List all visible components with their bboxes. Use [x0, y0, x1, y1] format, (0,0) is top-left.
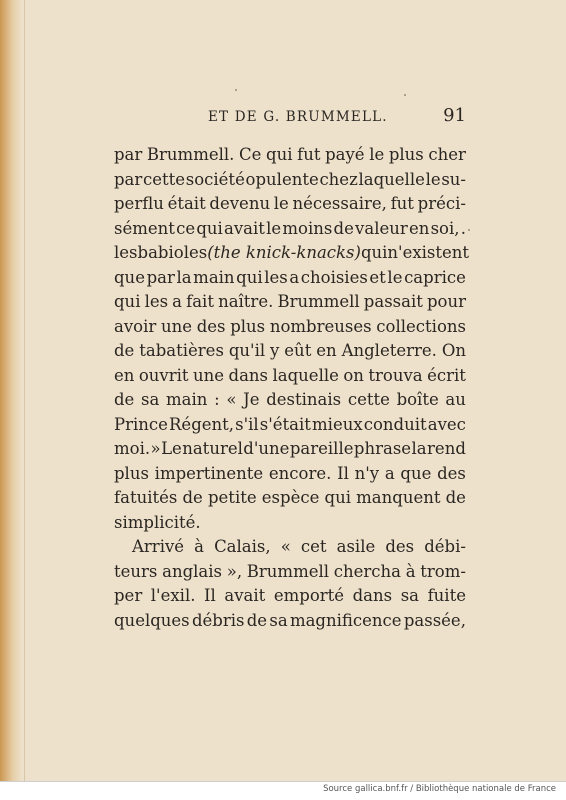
text-word: Brummell.: [146, 145, 235, 164]
text-word: rend: [427, 439, 466, 458]
running-title: ET DE G. BRUMMELL.: [208, 109, 388, 125]
text-word: le: [387, 267, 403, 287]
text-word: la: [411, 439, 427, 458]
text-word: société: [185, 169, 245, 189]
text-word: a: [384, 463, 395, 483]
text-line: [114, 535, 466, 560]
text-word: sa: [400, 586, 419, 605]
text-word: en: [408, 218, 430, 238]
text-word: plus: [230, 316, 266, 336]
text-word: cette: [143, 169, 186, 189]
text-word: asile: [336, 537, 376, 556]
text-word: de: [333, 218, 354, 238]
text-word: collections: [376, 316, 466, 336]
text-word: espèce: [261, 488, 320, 507]
page-number: 91: [443, 105, 466, 126]
text-word: passait: [363, 292, 423, 311]
text-word: avait: [224, 218, 265, 238]
text-word: fait: [186, 292, 214, 311]
text-word: naturel: [182, 439, 243, 458]
text-word: «: [280, 537, 291, 556]
text-word: de: [182, 488, 203, 507]
text-word: une: [193, 365, 225, 385]
text-word: .: [460, 218, 466, 238]
text-word: fut: [297, 145, 321, 164]
text-word: cet: [300, 537, 327, 556]
text-word: d'une: [243, 439, 290, 458]
text-word: préci-: [417, 194, 466, 213]
text-word: passée,: [403, 610, 466, 630]
text-line: [114, 486, 466, 511]
text-word: »,: [226, 561, 243, 581]
text-word: l'exil.: [150, 586, 196, 605]
text-word: des: [385, 537, 415, 556]
text-word: ouvrit: [138, 365, 189, 385]
text-word: valeur: [355, 218, 408, 238]
text-word: qui: [266, 145, 293, 164]
text-word: Le: [161, 439, 182, 458]
text-word: conduit: [363, 414, 427, 434]
text-word: à: [194, 537, 204, 556]
text-line: [114, 437, 466, 462]
text-word: impertinente: [154, 463, 264, 483]
text-word: chez: [319, 169, 358, 189]
text-word: su-: [441, 169, 466, 189]
text-word: s'il: [235, 414, 259, 434]
text-word: qui: [196, 218, 223, 238]
binding-shadow-line: [24, 0, 25, 781]
text-word: des: [437, 463, 466, 483]
text-word: quelques: [114, 610, 190, 630]
text-word: laquelle: [272, 365, 339, 385]
text-line: [114, 560, 466, 585]
text-word: s'était: [259, 414, 311, 434]
text-word: Je: [243, 390, 260, 409]
running-header: [208, 105, 468, 127]
text-word: eût: [284, 341, 312, 360]
text-line: [114, 584, 466, 609]
text-word: qui: [324, 488, 351, 507]
text-word: en: [114, 365, 135, 385]
text-word: dans: [352, 586, 393, 605]
text-word: en: [316, 341, 337, 360]
text-word: cher: [428, 145, 466, 164]
text-word: n'y: [354, 463, 380, 483]
text-word: Brummell: [277, 292, 360, 311]
text-word: qu'il: [228, 341, 266, 360]
text-word: Brummell: [246, 561, 330, 581]
text-word: débi-: [424, 537, 466, 556]
text-word: qui: [114, 292, 141, 311]
text-word: On: [441, 341, 466, 360]
text-word: les: [114, 243, 138, 262]
text-word: moi.: [114, 439, 151, 458]
text-word: le: [273, 194, 289, 213]
text-word: destinais: [266, 390, 342, 409]
text-line: [114, 143, 466, 168]
text-word: avoir: [114, 316, 157, 336]
text-line: [114, 266, 466, 291]
text-word: qui: [236, 267, 263, 287]
text-word: débris: [191, 610, 245, 630]
text-word: main: [166, 390, 208, 409]
text-word: manquent: [356, 488, 441, 507]
text-word: main: [193, 267, 235, 287]
text-word: par: [146, 267, 175, 287]
text-word: :: [214, 390, 220, 409]
text-word: a: [289, 267, 300, 287]
text-word: «: [226, 390, 237, 409]
text-word: emporté: [273, 586, 345, 605]
text-word: nombreuses: [269, 316, 372, 336]
text-word: avait: [224, 586, 266, 605]
text-word: une: [160, 316, 192, 336]
text-word: les: [264, 267, 288, 287]
text-word: de: [114, 390, 135, 409]
text-word: tabatières: [139, 341, 224, 360]
text-word: fatuités: [114, 488, 178, 507]
text-word: petite: [207, 488, 257, 507]
text-word: boîte: [396, 390, 439, 409]
text-word: soi,: [430, 218, 460, 238]
text-word: la: [176, 267, 192, 287]
text-word: anglais: [162, 561, 222, 581]
text-word: sément: [114, 218, 175, 238]
text-word: qui: [360, 243, 388, 262]
footer-divider: [0, 781, 566, 782]
text-word: ce: [176, 218, 196, 238]
text-word: par: [114, 145, 143, 164]
text-word: nécessaire,: [292, 194, 387, 213]
text-word: fut: [390, 194, 414, 213]
text-word: simplicité.: [114, 512, 201, 532]
text-word: choisies: [300, 267, 368, 287]
text-line: [114, 315, 466, 340]
text-word: dans: [228, 365, 269, 385]
source-credit: Source gallica.bnf.fr / Bibliothèque nationale de France: [323, 784, 556, 794]
text-word: de: [114, 341, 135, 360]
text-word: opulente: [245, 169, 319, 189]
text-word: avec: [427, 414, 466, 434]
text-line: [114, 290, 466, 315]
text-word: y: [270, 341, 280, 360]
text-word: laquelle: [358, 169, 425, 189]
text-word: teurs: [114, 561, 158, 581]
text-word: trom-: [420, 561, 466, 581]
text-word: le: [425, 169, 441, 189]
text-line: [114, 241, 470, 266]
text-word: à: [405, 561, 416, 581]
text-word: on: [343, 365, 364, 385]
text-line: [114, 339, 466, 364]
text-word: Il: [204, 586, 216, 605]
text-word: écrit: [427, 365, 466, 385]
text-word: par: [114, 169, 143, 189]
text-word: et: [369, 267, 386, 287]
text-word: Prince: [114, 414, 168, 434]
text-word: que: [400, 463, 432, 483]
text-word: caprice: [404, 267, 466, 287]
paper-speck: [404, 94, 406, 96]
text-word: sa: [141, 390, 160, 409]
text-word: sa: [269, 610, 288, 630]
text-word: le: [266, 218, 282, 238]
text-word: moins: [282, 218, 333, 238]
text-word: était: [167, 194, 206, 213]
text-word: Calais,: [214, 537, 271, 556]
text-word: (the knick-knacks): [207, 243, 361, 262]
text-word: devenu: [209, 194, 271, 213]
text-word: babioles: [137, 243, 208, 262]
text-word: plus: [388, 145, 424, 164]
text-word: perflu: [114, 194, 164, 213]
text-line: [114, 388, 466, 413]
text-word: plus: [114, 463, 149, 483]
text-word: Angleterre.: [341, 341, 437, 360]
text-line: [114, 192, 466, 217]
text-word: magnificence: [289, 610, 402, 630]
text-word: au: [445, 390, 466, 409]
text-word: »: [150, 439, 161, 458]
text-line: [114, 168, 466, 193]
text-word: cette: [347, 390, 390, 409]
body-text: [114, 143, 470, 633]
text-word: phrase: [353, 439, 412, 458]
text-word: le: [369, 145, 385, 164]
text-word: chercha: [333, 561, 401, 581]
text-line: [114, 511, 466, 536]
text-word: fuite: [427, 586, 466, 605]
text-word: Ce: [239, 145, 262, 164]
text-word: Il: [337, 463, 349, 483]
text-word: pour: [426, 292, 466, 311]
text-word: que: [114, 267, 145, 287]
text-word: Régent,: [169, 414, 235, 434]
text-word: de: [246, 610, 268, 630]
text-line: [114, 609, 466, 634]
paper-speck: [468, 229, 470, 231]
text-word: per: [114, 586, 143, 605]
text-word: les: [144, 292, 169, 311]
binding-edge: [0, 0, 22, 781]
text-word: de: [445, 488, 466, 507]
text-word: Arrivé: [132, 537, 185, 556]
text-word: n'existent: [387, 243, 470, 262]
paper-speck: [235, 89, 237, 91]
text-line: [114, 217, 466, 242]
text-word: des: [196, 316, 226, 336]
text-line: [114, 462, 466, 487]
text-word: payé: [325, 145, 365, 164]
text-line: [114, 413, 466, 438]
text-word: naître.: [218, 292, 274, 311]
text-word: trouva: [368, 365, 423, 385]
text-word: encore.: [268, 463, 332, 483]
text-line: [114, 364, 466, 389]
text-word: mieux: [312, 414, 363, 434]
text-word: a: [172, 292, 183, 311]
text-word: pareille: [289, 439, 354, 458]
